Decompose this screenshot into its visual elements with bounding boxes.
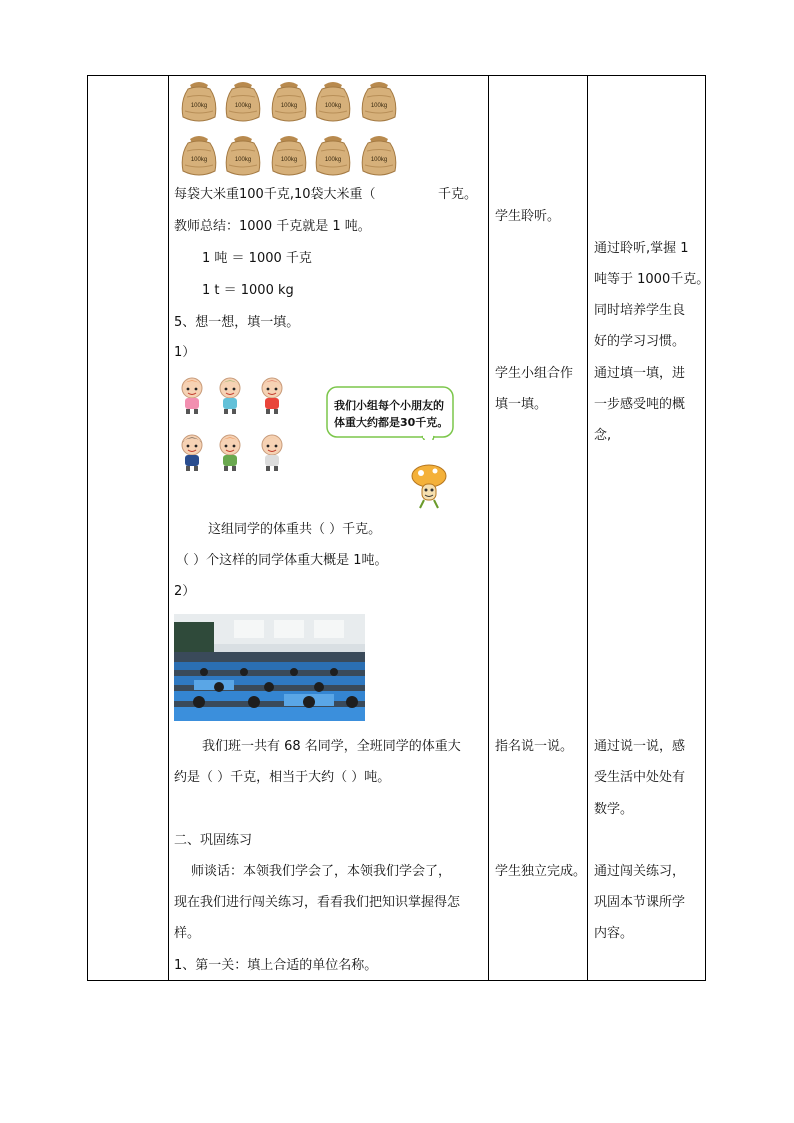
- goal-1-line-7: 念,: [594, 428, 612, 443]
- teacher-talk-line-2: 现在我们进行闯关练习，看看我们把知识掌握得怎: [174, 895, 461, 910]
- goal-1-line-4: 好的学习习惯。: [594, 334, 686, 349]
- student-independent: 学生独立完成。: [495, 864, 587, 879]
- teacher-talk-line-3: 样。: [174, 926, 201, 941]
- equation-symbols: 1 t ＝ 1000 kg: [202, 283, 294, 298]
- sack-label: 100kg: [190, 103, 208, 109]
- rice-sack-5: [358, 77, 400, 125]
- rice-question-prefix: 每袋大米重100千克,10袋大米重（: [174, 187, 376, 202]
- sack-label: 100kg: [280, 157, 298, 163]
- goal-3-line-2: 巩固本节课所学: [594, 895, 686, 910]
- question-5-title: 5、想一想，填一填。: [174, 315, 300, 330]
- column-divider-1: [168, 76, 169, 980]
- goal-1-line-2: 吨等于 1000千克。: [594, 272, 710, 287]
- child-figure-1: [176, 375, 208, 415]
- sack-label: 100kg: [234, 157, 252, 163]
- question-1-text-2: （ ）个这样的同学体重大概是 1吨。: [176, 553, 388, 568]
- question-1-label: 1）: [174, 345, 196, 360]
- teacher-summary: 教师总结：1000 千克就是 1 吨。: [174, 219, 371, 234]
- level-1-instruction: 1、第一关：填上合适的单位名称。: [174, 958, 378, 973]
- goal-2-line-3: 数学。: [594, 802, 634, 817]
- speech-bubble-text: 我们小组每个小朋友的体重大约都是30千克。: [334, 399, 449, 429]
- goal-3-line-3: 内容。: [594, 926, 634, 941]
- equation-chinese: 1 吨 ＝ 1000 千克: [202, 251, 312, 266]
- rice-question-suffix: 千克。: [438, 187, 478, 202]
- question-2-line-1: 我们班一共有 68 名同学，全班同学的体重大: [202, 739, 461, 754]
- column-divider-3: [587, 76, 588, 980]
- sack-label: 100kg: [280, 103, 298, 109]
- child-figure-3: [256, 375, 288, 415]
- student-say: 指名说一说。: [495, 739, 574, 754]
- sack-label: 100kg: [190, 157, 208, 163]
- question-1-text: 这组同学的体重共（ ）千克。: [208, 522, 382, 537]
- sack-label: 100kg: [324, 103, 342, 109]
- student-group-line-1: 学生小组合作: [495, 366, 574, 381]
- child-figure-4: [176, 432, 208, 472]
- column-divider-2: [488, 76, 489, 980]
- rice-sack-8: [268, 131, 310, 179]
- goal-1-line-1: 通过聆听,掌握 1: [594, 241, 689, 256]
- student-group-line-2: 填一填。: [495, 397, 548, 412]
- rice-sack-3: [268, 77, 310, 125]
- section-2-title: 二、巩固练习: [174, 833, 253, 848]
- child-figure-5: [214, 432, 246, 472]
- question-2-line-2: 约是（ ）千克，相当于大约（ ）吨。: [174, 770, 391, 785]
- rice-sack-10: [358, 131, 400, 179]
- rice-sack-1: [178, 77, 220, 125]
- sack-label: 100kg: [234, 103, 252, 109]
- classroom-photo: [174, 614, 365, 721]
- rice-sack-9: [312, 131, 354, 179]
- goal-2-line-2: 受生活中处处有: [594, 770, 686, 785]
- rice-sack-4: [312, 77, 354, 125]
- sack-label: 100kg: [324, 157, 342, 163]
- goal-1-line-5: 通过填一填，进: [594, 366, 686, 381]
- question-2-label: 2）: [174, 584, 196, 599]
- teacher-talk-line-1: 师谈话：本领我们学会了，本领我们学会了，: [191, 864, 452, 879]
- rice-sack-2: [222, 77, 264, 125]
- sack-label: 100kg: [370, 103, 388, 109]
- child-figure-6: [256, 432, 288, 472]
- rice-sack-6: [178, 131, 220, 179]
- goal-2-line-1: 通过说一说，感: [594, 739, 686, 754]
- goal-3-line-1: 通过闯关练习，: [594, 864, 686, 879]
- mushroom-mascot: [410, 462, 448, 510]
- sack-label: 100kg: [370, 157, 388, 163]
- goal-1-line-3: 同时培养学生良: [594, 303, 686, 318]
- student-listen: 学生聆听。: [495, 209, 561, 224]
- goal-1-line-6: 一步感受吨的概: [594, 397, 686, 412]
- rice-sack-7: [222, 131, 264, 179]
- child-figure-2: [214, 375, 246, 415]
